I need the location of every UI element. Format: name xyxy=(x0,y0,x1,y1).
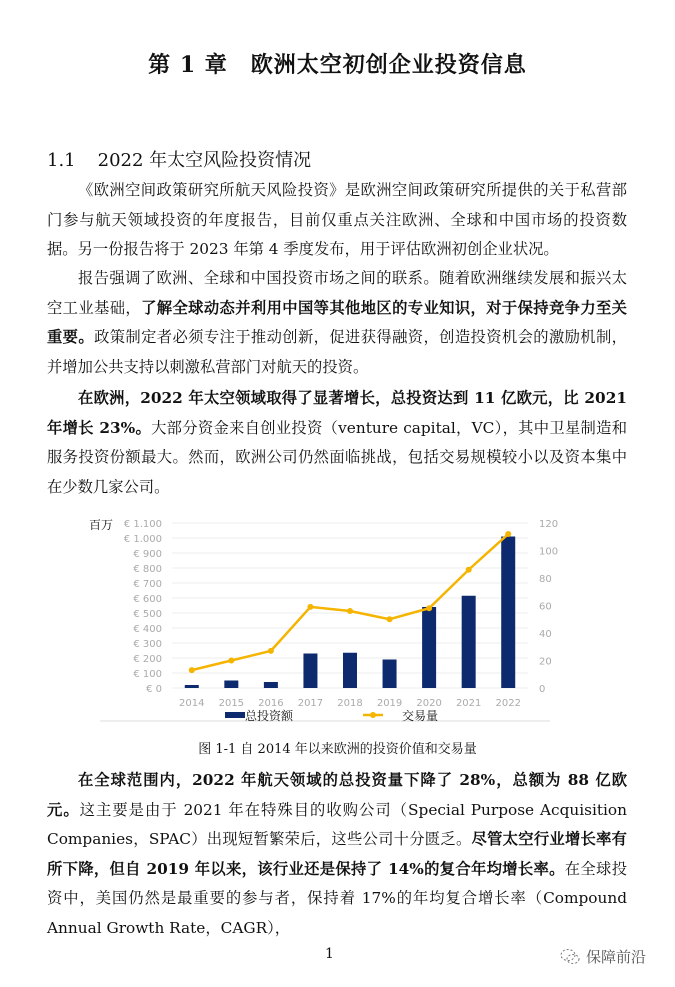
figure-caption: 图 1-1 自 2014 年以来欧洲的投资价值和交易量 xyxy=(198,742,477,757)
x-tick-label: 2020 xyxy=(416,698,442,709)
line-point xyxy=(189,667,195,673)
right-tick-label: 0 xyxy=(539,684,546,695)
left-tick-label: € 1.100 xyxy=(123,519,162,530)
line-point xyxy=(387,616,393,622)
bar xyxy=(343,653,357,688)
line-point xyxy=(466,567,472,573)
x-tick-label: 2017 xyxy=(297,698,324,709)
right-tick-label: 80 xyxy=(539,574,552,585)
x-tick-label: 2018 xyxy=(337,698,363,709)
right-tick-label: 20 xyxy=(539,656,552,668)
line-point xyxy=(426,605,432,611)
left-tick-label: € 300 xyxy=(133,639,162,650)
bar xyxy=(185,685,199,688)
paragraph xyxy=(47,264,627,382)
wechat-icon xyxy=(560,948,580,966)
left-tick-label: € 400 xyxy=(133,624,162,635)
right-tick-label: 40 xyxy=(539,629,552,640)
left-tick-label: € 100 xyxy=(133,669,162,680)
line-point xyxy=(228,658,234,664)
bold-text: 尽管太空行业增长率有所下降，但自 2019 年以来，该行业还是保持了 14%的复合年均增长率。 xyxy=(47,830,627,878)
text-segment: 在全球投资中，美国仍然是最重要的参与者，保持着 17%的年均复合增长率（Compound Annual Growth Rate，CAGR）， xyxy=(47,859,627,937)
left-tick-label: € 800 xyxy=(133,564,162,575)
legend-label: 总投资额 xyxy=(245,709,294,723)
right-tick-label: 100 xyxy=(539,546,559,558)
bar xyxy=(264,682,278,688)
section-number: 1.1 xyxy=(47,150,76,171)
x-tick-label: 2016 xyxy=(258,698,284,709)
bar xyxy=(422,607,436,688)
left-tick-label: € 600 xyxy=(133,594,162,605)
unit-label: 百万 xyxy=(89,518,114,532)
legend-swatch-bar xyxy=(225,712,245,718)
line-point xyxy=(505,531,511,537)
line-point xyxy=(268,648,274,654)
bar xyxy=(501,537,515,689)
chapter-title: 第 1 章 欧洲太空初创企业投资信息 xyxy=(148,52,527,78)
bold-text: 了解全球动态并利用中国等其他地区的专业知识，对于保持竞争力至关重要。 xyxy=(47,298,627,346)
x-tick-label: 2021 xyxy=(455,698,482,709)
x-tick-label: 2014 xyxy=(179,698,205,709)
left-tick-label: € 700 xyxy=(133,579,162,590)
section-title: 2022 年太空风险投资情况 xyxy=(97,150,312,171)
text-segment: 大部分资金来自创业投资（venture capital，VC），其中卫星制造和服务投资份额最大。然而，欧洲公司仍然面临挑战，包括交易规模较小以及资本集中在少数几家公司。 xyxy=(47,418,628,496)
bold-text: 在全球范围内，2022 年航天领域的总投资量下降了 28%，总额为 88 亿欧元。 xyxy=(47,771,627,819)
text-segment: 政策制定者必须专注于推动创新，促进获得融资，创造投资机会的激励机制，并增加公共支持以刺激私营部门对航天的投资。 xyxy=(47,328,627,376)
x-tick-label: 2015 xyxy=(218,698,245,709)
right-tick-label: 60 xyxy=(539,601,552,613)
left-tick-label: € 1.000 xyxy=(123,534,162,545)
paragraph xyxy=(47,384,627,502)
paragraph xyxy=(47,176,627,265)
investment-chart xyxy=(80,512,560,724)
legend-swatch-point xyxy=(370,712,376,718)
text-segment: 这主要是由于 2021 年在特殊目的收购公司（Special Purpose Acquisition Companies，SPAC）出现短暂繁荣后，这些公司十分匮乏。 xyxy=(47,800,627,848)
bar xyxy=(383,660,397,689)
right-tick-label: 120 xyxy=(539,519,559,530)
x-tick-label: 2019 xyxy=(376,698,403,709)
legend-label: 交易量 xyxy=(402,709,439,723)
bar xyxy=(303,654,317,689)
left-tick-label: € 500 xyxy=(133,609,162,620)
line-point xyxy=(307,604,313,610)
text-segment: 《欧洲空间政策研究所航天风险投资》是欧洲空间政策研究所提供的关于私营部门参与航天领域投资的年度报告，目前仅重点关注欧洲、全球和中国市场的投资数据。另一份报告将于 2023 年第 4 季度发布，用于评估欧洲初创企业状况。 xyxy=(47,181,627,258)
x-tick-label: 2022 xyxy=(495,698,521,709)
watermark xyxy=(560,946,646,967)
bar xyxy=(462,596,476,688)
section-heading xyxy=(47,146,311,172)
bold-text: 在欧洲，2022 年太空领域取得了显著增长，总投资达到 11 亿欧元，比 2021 年增长 23%。 xyxy=(47,389,627,437)
bar xyxy=(224,681,238,689)
left-tick-label: € 200 xyxy=(133,654,162,665)
paragraph xyxy=(47,766,627,943)
page-number: 1 xyxy=(325,946,334,962)
left-tick-label: € 900 xyxy=(133,549,162,560)
left-tick-label: € 0 xyxy=(146,684,162,695)
text-segment: 报告强调了欧洲、全球和中国投资市场之间的联系。随着欧洲继续发展和振兴太空工业基础， xyxy=(47,269,627,317)
line-point xyxy=(347,608,353,614)
watermark-text: 保障前沿 xyxy=(586,948,647,966)
